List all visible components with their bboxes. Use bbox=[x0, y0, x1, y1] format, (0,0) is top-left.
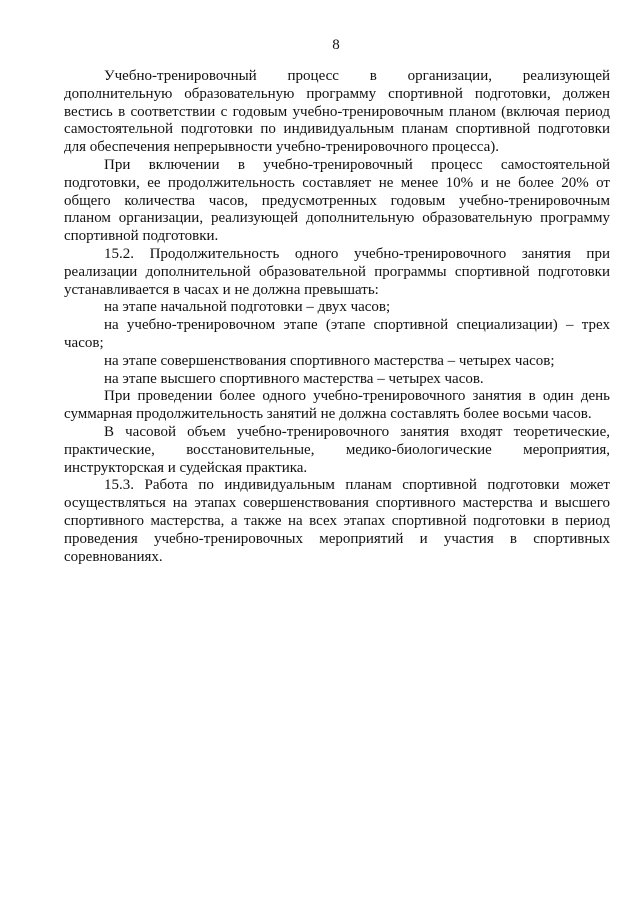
paragraph-15-3-individual-plans: 15.3. Работа по индивидуальным планам спортивной подготовки может осуществляться на этапах совершенствования спортивного мастерства и высшего спортивного мастерства, а также на всех этапах спортивной подготовки в период проведения учебно-тренировочных мероприятий и участия в спортивных соревнованиях. bbox=[64, 477, 610, 565]
page-number: 8 bbox=[332, 37, 340, 53]
list-item-improvement-stage: на этапе совершенствования спортивного мастерства – четырех часов; bbox=[104, 352, 555, 369]
list-item-initial-stage: на этапе начальной подготовки – двух часов; bbox=[104, 299, 391, 316]
list-item-highest-stage: на этапе высшего спортивного мастерства – четырех часов. bbox=[104, 370, 484, 387]
document-body bbox=[64, 68, 610, 566]
paragraph-hours-content: В часовой объем учебно-тренировочного занятия входят теоретические, практические, восстановительные, медико-биологические мероприятия, инструкторская и судейская практика. bbox=[64, 423, 610, 476]
list-item-training-stage: на учебно-тренировочном этапе (этапе спортивной специализации) – трех часов; bbox=[64, 317, 610, 351]
paragraph-training-process: Учебно-тренировочный процесс в организации, реализующей дополнительную образовательную программу спортивной подготовки, должен вестись в соответствии с годовым учебно-тренировочным планом (включая период самостоятельной подготовки по индивидуальным планам спортивной подготовки для обеспечения непрерывности учебно-тренировочного процесса). bbox=[64, 68, 610, 156]
paragraph-self-preparation: При включении в учебно-тренировочный процесс самостоятельной подготовки, ее продолжительность составляет не менее 10% и не более 20% от общего количества часов, предусмотренных годовым учебно-тренировочным планом организации, реализующей дополнительную образовательную программу спортивной подготовки. bbox=[64, 156, 610, 245]
paragraph-daily-limit: При проведении более одного учебно-тренировочного занятия в один день суммарная продолжительность занятий не должна составлять более восьми часов. bbox=[64, 388, 610, 423]
paragraph-15-2-duration: 15.2. Продолжительность одного учебно-тренировочного занятия при реализации дополнительной образовательной программы спортивной подготовки устанавливается в часах и не должна превышать: bbox=[64, 245, 610, 298]
